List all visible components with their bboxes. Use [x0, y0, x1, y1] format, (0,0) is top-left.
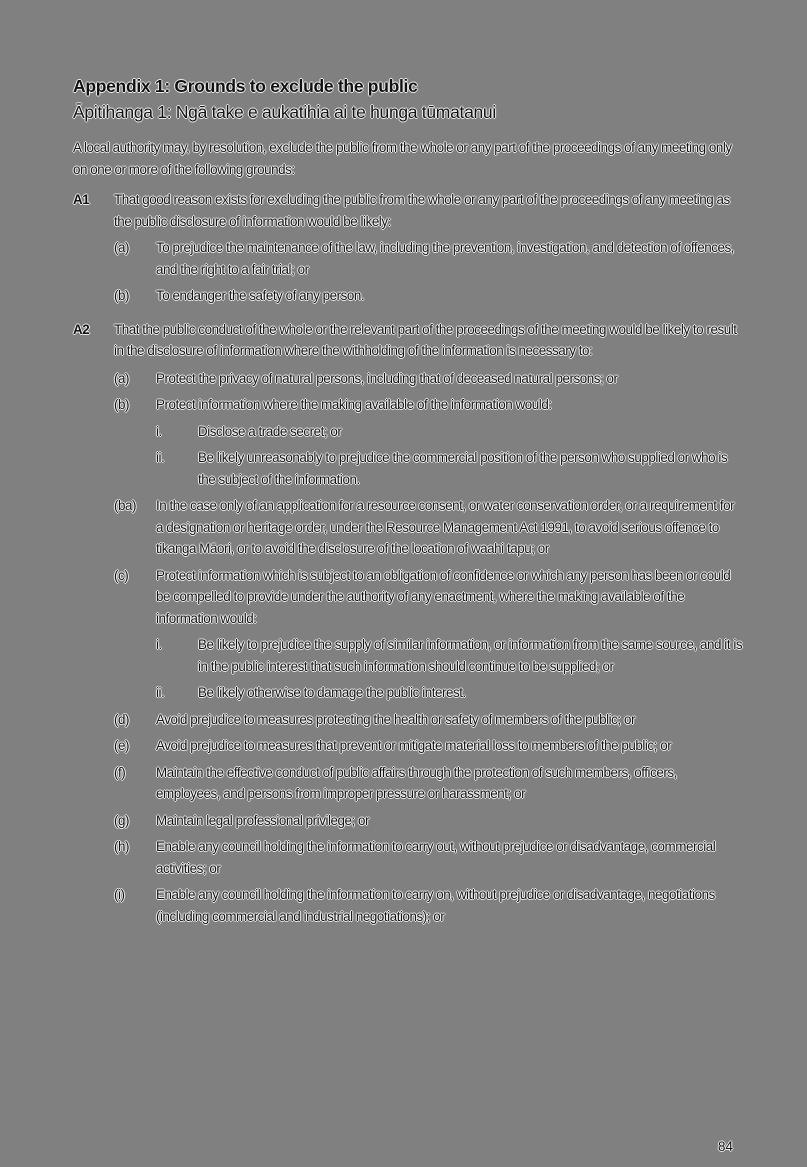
clause-body [114, 189, 743, 307]
clause-a1 [73, 189, 743, 307]
item-label: (h) [114, 839, 130, 854]
item-label: (d) [114, 711, 130, 727]
list-item [114, 285, 743, 307]
item-label: (b) [114, 288, 130, 303]
item-label: (b) [114, 397, 130, 412]
list-item [114, 237, 743, 280]
item-label: (ba) [114, 498, 137, 513]
item-text: Protect information which is subject to an obligation of confidence or which any person has been or could be compelled to provide under the authority of any enactment, where the making available of the information would: [156, 567, 731, 626]
list-item [114, 709, 743, 731]
item-text: Avoid prejudice to measures that prevent or mitigate material loss to members of the public; or [156, 738, 672, 753]
sub-item-label: i. [156, 423, 162, 439]
sub-item-text: Be likely unreasonably to prejudice the commercial position of the person who supplied or who is the subject of the information. [198, 450, 728, 487]
item-label: (g) [114, 812, 130, 828]
sub-list-item [156, 447, 743, 490]
sub-list-item [156, 421, 743, 443]
clause-a2 [73, 319, 743, 928]
clause-body [114, 319, 743, 928]
clause-text: That good reason exists for excluding the public from the whole or any part of the proceedings of any meeting as the public disclosure of information would be likely: [114, 192, 730, 229]
item-text: Protect information where the making available of the information would: [156, 397, 552, 412]
item-label: (a) [114, 370, 130, 386]
item-text: Enable any council holding the information to carry on, without prejudice or disadvantage, negotiations (including commercial and industrial negotiations); or [156, 887, 715, 924]
list-item [114, 810, 743, 832]
page-title: Appendix 1: Grounds to exclude the public [73, 76, 418, 96]
item-label: (f) [114, 764, 126, 780]
item-text: Maintain the effective conduct of public affairs through the protection of such members, officers, employees, and persons from improper pressure or harassment; or [156, 764, 677, 801]
sub-item-text: Be likely to prejudice the supply of similar information, or information from the same source, and it is in the public interest that such information should continue to be supplied; or [198, 637, 743, 674]
item-body [156, 565, 743, 704]
sub-item-label: i. [156, 637, 162, 652]
list-item [114, 762, 743, 805]
item-label: (c) [114, 567, 129, 583]
list-item [114, 884, 743, 927]
page-subtitle-maori: Āpitihanga 1: Ngā take e aukatihia ai te hunga tūmatanui [73, 102, 496, 122]
item-text: In the case only of an application for a resource consent, or water conservation order, or a requirement for a designation or heritage order, under the Resource Management Act 1991, to avoid serious offence to tikanga Māori, or to avoid the disclosure of the location of waahi tapu; or [156, 498, 735, 556]
item-label: (a) [114, 240, 130, 255]
sub-item-label: ii. [156, 450, 165, 465]
list-item [114, 368, 743, 390]
list-item [114, 495, 743, 560]
item-body [156, 394, 743, 490]
intro-paragraph: A local authority may, by resolution, exclude the public from the whole or any part of the proceedings of any meeting only on one or more of the following grounds: [73, 140, 732, 177]
list-item [114, 394, 743, 490]
item-label: (e) [114, 738, 130, 753]
sub-list-item [156, 634, 743, 677]
item-text: To prejudice the maintenance of the law, including the prevention, investigation, and detection of offences, and the right to a fair trial; or [156, 240, 734, 277]
list-item [114, 836, 743, 879]
item-text: Enable any council holding the information to carry out, without prejudice or disadvantage, commercial activities; or [156, 839, 716, 876]
sub-list-item [156, 682, 743, 704]
list-item [114, 565, 743, 704]
clause-label: A2 [73, 321, 90, 337]
clause-label: A1 [73, 192, 90, 207]
clause-text: That the public conduct of the whole or the relevant part of the proceedings of the meeting would be likely to result in the disclosure of information where the withholding of the information is necessary to: [114, 321, 737, 358]
document-page [73, 74, 743, 927]
item-text: Maintain legal professional privilege; or [156, 812, 370, 828]
sub-item-text: Be likely otherwise to damage the public interest. [198, 685, 466, 700]
item-text: Avoid prejudice to measures protecting the health or safety of members of the public; or [156, 711, 635, 727]
sub-item-text: Disclose a trade secret; or [198, 423, 342, 439]
page-number: 84 [718, 1139, 733, 1154]
item-label: (i) [114, 887, 125, 902]
item-text: To endanger the safety of any person. [156, 288, 365, 303]
item-text: Protect the privacy of natural persons, including that of deceased natural persons; or [156, 370, 618, 386]
a2-item-list [114, 368, 743, 928]
list-item [114, 735, 743, 757]
sub-item-label: ii. [156, 685, 165, 700]
